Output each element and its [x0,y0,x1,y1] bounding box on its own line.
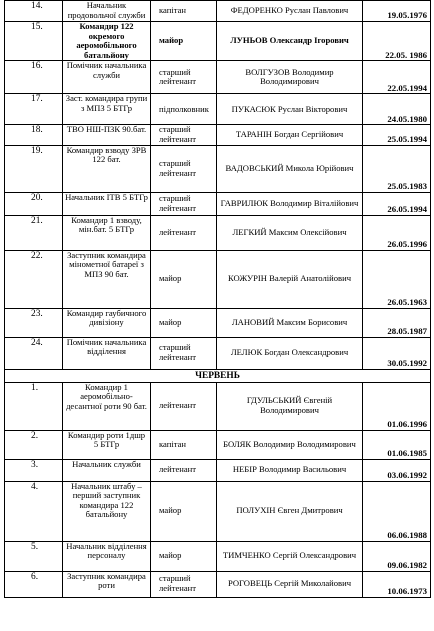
name-cell: ТАРАНІН Богдан Сергійович [217,125,363,145]
birth-date-cell: 09.06.1982 [363,541,431,571]
position-cell: Заст. командира групи з МПЗ 5 БТГр [63,94,151,125]
name-cell: ГДУЛЬСЬКИЙ Євгеній Володимирович [217,382,363,430]
rank-cell: старший лейтенант [151,337,217,369]
row-number: 3. [5,459,63,481]
rank-cell: капітан [151,430,217,459]
position-cell: Командир 1 взводу, мін.бат. 5 БТГр [63,215,151,250]
row-number: 4. [5,481,63,541]
table-row [5,61,431,94]
name-cell: ПУКАСЮК Руслан Вікторович [217,94,363,125]
name-cell: ЛУНЬОВ Олександр Ігорович [217,22,363,61]
name-cell: ЛЕЛЮК Богдан Олександрович [217,337,363,369]
birth-date-cell: 01.06.1996 [363,382,431,430]
birth-date-cell: 01.06.1985 [363,430,431,459]
row-number: 18. [5,125,63,145]
position-cell: Заступник командира роти [63,571,151,597]
birth-date-cell: 06.06.1988 [363,481,431,541]
birth-date-cell: 22.05.1994 [363,61,431,94]
table-row [5,125,431,145]
name-cell: ВАДОВСЬКИЙ Микола Юрійович [217,145,363,192]
rank-cell: старший лейтенант [151,125,217,145]
table-row [5,1,431,22]
rank-cell: капітан [151,1,217,22]
rank-cell: майор [151,250,217,308]
table-row [5,192,431,215]
position-cell: Помічник начальника відділення [63,337,151,369]
birth-date-cell: 24.05.1980 [363,94,431,125]
table-body [5,1,431,598]
row-number: 20. [5,192,63,215]
rank-cell: майор [151,481,217,541]
position-cell: Заступник командира мінометної батареї з МПЗ 90 бат. [63,250,151,308]
row-number: 22. [5,250,63,308]
position-cell: Начальник ІТВ 5 БТГр [63,192,151,215]
name-cell: ГАВРИЛЮК Володимир Віталійович [217,192,363,215]
name-cell: ФЕДОРЕНКО Руслан Павлович [217,1,363,22]
table-row [5,308,431,337]
row-number: 21. [5,215,63,250]
birthday-table [4,0,431,598]
birth-date-cell: 19.05.1976 [363,1,431,22]
table-row [5,250,431,308]
table-row [5,382,431,430]
rank-cell: майор [151,541,217,571]
name-cell: КОЖУРІН Валерій Анатолійович [217,250,363,308]
rank-cell: підполковник [151,94,217,125]
row-number: 1. [5,382,63,430]
table-row [5,145,431,192]
position-cell: Командир 122 окремого аеромобільного батальйону [63,22,151,61]
rank-cell: лейтенант [151,459,217,481]
row-number: 14. [5,1,63,22]
table-row [5,481,431,541]
name-cell: НЕБІР Володимир Васильович [217,459,363,481]
birth-date-cell: 25.05.1994 [363,125,431,145]
rank-cell: лейтенант [151,215,217,250]
position-cell: Командир роти 1дшр 5 БТГр [63,430,151,459]
birth-date-cell: 26.05.1963 [363,250,431,308]
name-cell: РОГОВЕЦЬ Сергій Миколайович [217,571,363,597]
position-cell: Помічник начальника служби [63,61,151,94]
position-cell: Начальник служби [63,459,151,481]
name-cell: ТИМЧЕНКО Сергій Олександрович [217,541,363,571]
rank-cell: майор [151,22,217,61]
table-row [5,571,431,597]
birth-date-cell: 25.05.1983 [363,145,431,192]
rank-cell: старший лейтенант [151,571,217,597]
table-row [5,22,431,61]
birth-date-cell: 03.06.1992 [363,459,431,481]
rank-cell: старший лейтенант [151,61,217,94]
name-cell: ЛЕГКИЙ Максим Олексійович [217,215,363,250]
birth-date-cell: 26.05.1996 [363,215,431,250]
name-cell: ВОЛГУЗОВ Володимир Володимирович [217,61,363,94]
birth-date-cell: 10.06.1973 [363,571,431,597]
position-cell: Начальник відділення персоналу [63,541,151,571]
row-number: 24. [5,337,63,369]
month-header: ЧЕРВЕНЬ [5,369,431,382]
table-row [5,337,431,369]
birth-date-cell: 28.05.1987 [363,308,431,337]
birth-date-cell: 22.05. 1986 [363,22,431,61]
table-row [5,430,431,459]
table-row [5,215,431,250]
rank-cell: старший лейтенант [151,145,217,192]
rank-cell: старший лейтенант [151,192,217,215]
table-row [5,459,431,481]
table-row [5,94,431,125]
row-number: 2. [5,430,63,459]
position-cell: ТВО НШ-ПЗК 90.бат. [63,125,151,145]
rank-cell: лейтенант [151,382,217,430]
table-row [5,541,431,571]
name-cell: ЛАНОВИЙ Максим Борисович [217,308,363,337]
row-number: 23. [5,308,63,337]
row-number: 15. [5,22,63,61]
birth-date-cell: 26.05.1994 [363,192,431,215]
name-cell: ПОЛУХІН Євген Дмитрович [217,481,363,541]
name-cell: БОЛЯК Володимир Володимирович [217,430,363,459]
row-number: 16. [5,61,63,94]
position-cell: Командир гаубичного дивізіону [63,308,151,337]
row-number: 19. [5,145,63,192]
rank-cell: майор [151,308,217,337]
row-number: 5. [5,541,63,571]
birth-date-cell: 30.05.1992 [363,337,431,369]
position-cell: Начальник штабу – перший заступник командира 122 батальйону [63,481,151,541]
row-number: 6. [5,571,63,597]
month-header-row [5,369,431,382]
position-cell: Командир 1 аеромобільно-десантної роти 90 бат. [63,382,151,430]
row-number: 17. [5,94,63,125]
position-cell: Командир взводу ЗРВ 122 бат. [63,145,151,192]
position-cell: Начальник продовольчої служби [63,1,151,22]
